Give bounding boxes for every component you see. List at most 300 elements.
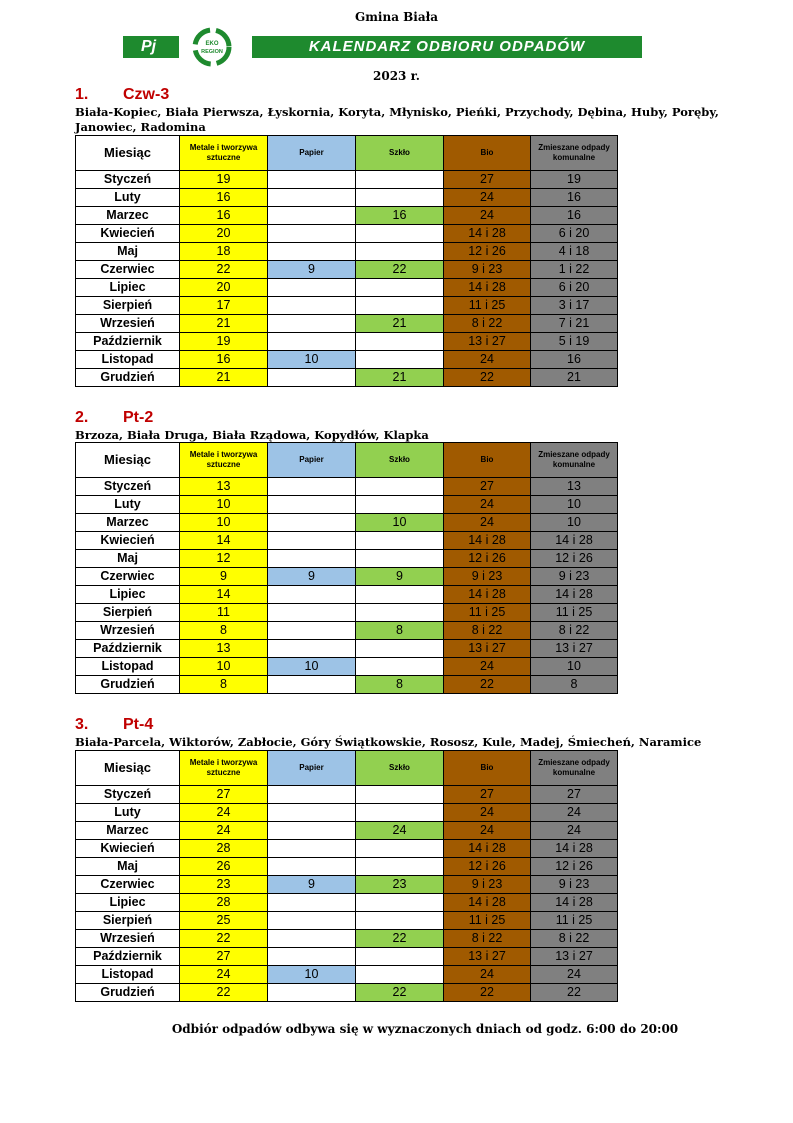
- month-cell: Październik: [76, 333, 180, 351]
- papier-cell: [268, 586, 356, 604]
- metale-cell: 16: [180, 189, 268, 207]
- papier-cell: [268, 243, 356, 261]
- papier-cell: 9: [268, 261, 356, 279]
- papier-cell: [268, 640, 356, 658]
- schedule-table-2: [75, 442, 618, 694]
- month-cell: Październik: [76, 640, 180, 658]
- metale-cell: 16: [180, 351, 268, 369]
- header-mieszane: Zmieszane odpady komunalne: [531, 136, 618, 171]
- szklo-cell: [356, 189, 444, 207]
- table-row: [76, 676, 618, 694]
- mieszane-cell: 27: [531, 786, 618, 804]
- header-szklo: Szkło: [356, 136, 444, 171]
- mieszane-cell: 3 i 17: [531, 297, 618, 315]
- table-row: [76, 369, 618, 387]
- mieszane-cell: 13: [531, 478, 618, 496]
- table-row: [76, 966, 618, 984]
- metale-cell: 21: [180, 315, 268, 333]
- szklo-cell: 16: [356, 207, 444, 225]
- section-code: Czw-3: [123, 86, 170, 103]
- szklo-cell: 8: [356, 676, 444, 694]
- month-cell: Maj: [76, 243, 180, 261]
- papier-cell: [268, 333, 356, 351]
- month-cell: Styczeń: [76, 786, 180, 804]
- bio-cell: 24: [444, 658, 531, 676]
- table-row: [76, 586, 618, 604]
- mieszane-cell: 11 i 25: [531, 912, 618, 930]
- month-cell: Grudzień: [76, 369, 180, 387]
- bio-cell: 13 i 27: [444, 333, 531, 351]
- header-bio: Bio: [444, 751, 531, 786]
- bio-cell: 24: [444, 822, 531, 840]
- bio-cell: 24: [444, 804, 531, 822]
- table-row: [76, 840, 618, 858]
- papier-cell: 9: [268, 568, 356, 586]
- bio-cell: 12 i 26: [444, 243, 531, 261]
- szklo-cell: 10: [356, 514, 444, 532]
- header-mieszane: Zmieszane odpady komunalne: [531, 443, 618, 478]
- szklo-cell: [356, 966, 444, 984]
- papier-cell: [268, 912, 356, 930]
- mieszane-cell: 9 i 23: [531, 568, 618, 586]
- table-row: [76, 279, 618, 297]
- metale-cell: 26: [180, 858, 268, 876]
- papier-cell: [268, 786, 356, 804]
- papier-cell: [268, 315, 356, 333]
- papier-cell: [268, 207, 356, 225]
- section-code: Pt-4: [123, 716, 154, 733]
- mieszane-cell: 16: [531, 189, 618, 207]
- papier-cell: [268, 804, 356, 822]
- bio-cell: 8 i 22: [444, 315, 531, 333]
- szklo-cell: [356, 840, 444, 858]
- bio-cell: 24: [444, 189, 531, 207]
- papier-cell: [268, 550, 356, 568]
- section-number: 2.: [75, 409, 89, 426]
- papier-cell: [268, 822, 356, 840]
- mieszane-cell: 13 i 27: [531, 640, 618, 658]
- bio-cell: 9 i 23: [444, 568, 531, 586]
- szklo-cell: 8: [356, 622, 444, 640]
- metale-cell: 18: [180, 243, 268, 261]
- szklo-cell: 21: [356, 369, 444, 387]
- header-metale: Metale i tworzywa sztuczne: [180, 443, 268, 478]
- section-title: [75, 716, 755, 734]
- bio-cell: 12 i 26: [444, 550, 531, 568]
- section-1: [75, 86, 755, 135]
- month-cell: Sierpień: [76, 297, 180, 315]
- metale-cell: 8: [180, 622, 268, 640]
- papier-cell: [268, 369, 356, 387]
- month-cell: Maj: [76, 550, 180, 568]
- bio-cell: 11 i 25: [444, 912, 531, 930]
- table-row: [76, 171, 618, 189]
- mieszane-cell: 8: [531, 676, 618, 694]
- mieszane-cell: 12 i 26: [531, 550, 618, 568]
- header-szklo: Szkło: [356, 443, 444, 478]
- month-cell: Listopad: [76, 351, 180, 369]
- metale-cell: 14: [180, 586, 268, 604]
- mieszane-cell: 24: [531, 804, 618, 822]
- szklo-cell: [356, 171, 444, 189]
- mieszane-cell: 12 i 26: [531, 858, 618, 876]
- bio-cell: 14 i 28: [444, 279, 531, 297]
- papier-cell: 10: [268, 351, 356, 369]
- mieszane-cell: 1 i 22: [531, 261, 618, 279]
- table-row: [76, 550, 618, 568]
- metale-cell: 28: [180, 840, 268, 858]
- month-cell: Luty: [76, 496, 180, 514]
- papier-cell: 9: [268, 876, 356, 894]
- szklo-cell: 22: [356, 930, 444, 948]
- metale-cell: 25: [180, 912, 268, 930]
- table-row: [76, 514, 618, 532]
- bio-cell: 12 i 26: [444, 858, 531, 876]
- bio-cell: 14 i 28: [444, 894, 531, 912]
- mieszane-cell: 24: [531, 822, 618, 840]
- section-code: Pt-2: [123, 409, 154, 426]
- header-papier: Papier: [268, 443, 356, 478]
- mieszane-cell: 7 i 21: [531, 315, 618, 333]
- mieszane-cell: 14 i 28: [531, 894, 618, 912]
- bio-cell: 9 i 23: [444, 876, 531, 894]
- bio-cell: 8 i 22: [444, 622, 531, 640]
- szklo-cell: [356, 532, 444, 550]
- mieszane-cell: 6 i 20: [531, 279, 618, 297]
- bio-cell: 14 i 28: [444, 840, 531, 858]
- mieszane-cell: 14 i 28: [531, 532, 618, 550]
- month-cell: Marzec: [76, 207, 180, 225]
- mieszane-cell: 19: [531, 171, 618, 189]
- mieszane-cell: 16: [531, 207, 618, 225]
- bio-cell: 24: [444, 496, 531, 514]
- month-cell: Luty: [76, 804, 180, 822]
- bio-cell: 24: [444, 514, 531, 532]
- municipality-name: Gmina Biała: [354, 10, 439, 24]
- papier-cell: [268, 622, 356, 640]
- mieszane-cell: 5 i 19: [531, 333, 618, 351]
- bio-cell: 22: [444, 676, 531, 694]
- bio-cell: 14 i 28: [444, 225, 531, 243]
- month-cell: Kwiecień: [76, 225, 180, 243]
- szklo-cell: [356, 658, 444, 676]
- metale-cell: 19: [180, 171, 268, 189]
- month-cell: Grudzień: [76, 676, 180, 694]
- bio-cell: 24: [444, 207, 531, 225]
- metale-cell: 19: [180, 333, 268, 351]
- header-metale: Metale i tworzywa sztuczne: [180, 136, 268, 171]
- table-row: [76, 207, 618, 225]
- header-bio: Bio: [444, 136, 531, 171]
- table-row: [76, 912, 618, 930]
- month-cell: Wrzesień: [76, 315, 180, 333]
- metale-cell: 17: [180, 297, 268, 315]
- table-row: [76, 496, 618, 514]
- papier-cell: 10: [268, 658, 356, 676]
- month-cell: Styczeń: [76, 478, 180, 496]
- bio-cell: 13 i 27: [444, 948, 531, 966]
- table-row: [76, 894, 618, 912]
- header-month: Miesiąc: [76, 136, 180, 171]
- pj-label: Pj: [123, 36, 179, 58]
- papier-cell: [268, 840, 356, 858]
- metale-cell: 13: [180, 478, 268, 496]
- metale-cell: 9: [180, 568, 268, 586]
- table-row: [76, 984, 618, 1002]
- section-number: 1.: [75, 86, 89, 103]
- metale-cell: 28: [180, 894, 268, 912]
- szklo-cell: [356, 496, 444, 514]
- bio-cell: 27: [444, 786, 531, 804]
- month-cell: Listopad: [76, 966, 180, 984]
- bio-cell: 22: [444, 984, 531, 1002]
- szklo-cell: [356, 333, 444, 351]
- papier-cell: [268, 225, 356, 243]
- mieszane-cell: 13 i 27: [531, 948, 618, 966]
- section-3: [75, 716, 755, 750]
- table-row: [76, 622, 618, 640]
- table-row: [76, 658, 618, 676]
- schedule-table-3: [75, 750, 618, 1002]
- mieszane-cell: 16: [531, 351, 618, 369]
- papier-cell: [268, 514, 356, 532]
- table-row: [76, 568, 618, 586]
- metale-cell: 22: [180, 261, 268, 279]
- table-row: [76, 604, 618, 622]
- section-places: Biała-Parcela, Wiktorów, Zabłocie, Góry Świątkowskie, Rososz, Kule, Madej, Śmiecheń, Naramice: [75, 735, 702, 749]
- bio-cell: 13 i 27: [444, 640, 531, 658]
- mieszane-cell: 10: [531, 514, 618, 532]
- bio-cell: 22: [444, 369, 531, 387]
- szklo-cell: 21: [356, 315, 444, 333]
- section-places: Biała-Kopiec, Biała Pierwsza, Łyskornia, Koryta, Młynisko, Pieńki, Przychody, Dębina, Huby, Poręby, Janowiec, Radomina: [75, 105, 719, 134]
- month-cell: Listopad: [76, 658, 180, 676]
- szklo-cell: 23: [356, 876, 444, 894]
- logo-top-text: EKO: [205, 41, 219, 47]
- bio-cell: 24: [444, 351, 531, 369]
- table-row: [76, 532, 618, 550]
- mieszane-cell: 10: [531, 496, 618, 514]
- papier-cell: 10: [268, 966, 356, 984]
- papier-cell: [268, 948, 356, 966]
- szklo-cell: [356, 604, 444, 622]
- month-cell: Wrzesień: [76, 930, 180, 948]
- papier-cell: [268, 189, 356, 207]
- month-cell: Lipiec: [76, 586, 180, 604]
- table-row: [76, 351, 618, 369]
- bio-cell: 27: [444, 478, 531, 496]
- szklo-cell: [356, 894, 444, 912]
- month-cell: Marzec: [76, 822, 180, 840]
- szklo-cell: [356, 786, 444, 804]
- metale-cell: 23: [180, 876, 268, 894]
- header-papier: Papier: [268, 751, 356, 786]
- bio-cell: 14 i 28: [444, 586, 531, 604]
- table-row: [76, 261, 618, 279]
- szklo-cell: [356, 640, 444, 658]
- header-bio: Bio: [444, 443, 531, 478]
- month-cell: Grudzień: [76, 984, 180, 1002]
- szklo-cell: 24: [356, 822, 444, 840]
- mieszane-cell: 22: [531, 984, 618, 1002]
- month-cell: Październik: [76, 948, 180, 966]
- metale-cell: 27: [180, 948, 268, 966]
- papier-cell: [268, 478, 356, 496]
- papier-cell: [268, 894, 356, 912]
- metale-cell: 24: [180, 804, 268, 822]
- szklo-cell: [356, 586, 444, 604]
- metale-cell: 22: [180, 984, 268, 1002]
- section-title: [75, 86, 755, 104]
- eko-region-logo-icon: [183, 26, 241, 68]
- papier-cell: [268, 930, 356, 948]
- bio-cell: 24: [444, 966, 531, 984]
- metale-cell: 12: [180, 550, 268, 568]
- szklo-cell: 22: [356, 984, 444, 1002]
- table-row: [76, 822, 618, 840]
- szklo-cell: [356, 948, 444, 966]
- section-2: [75, 409, 755, 443]
- month-cell: Marzec: [76, 514, 180, 532]
- szklo-cell: 22: [356, 261, 444, 279]
- szklo-cell: [356, 478, 444, 496]
- metale-cell: 22: [180, 930, 268, 948]
- papier-cell: [268, 297, 356, 315]
- table-row: [76, 786, 618, 804]
- table-row: [76, 243, 618, 261]
- szklo-cell: [356, 279, 444, 297]
- papier-cell: [268, 676, 356, 694]
- table-header-row: [76, 443, 618, 478]
- metale-cell: 16: [180, 207, 268, 225]
- mieszane-cell: 9 i 23: [531, 876, 618, 894]
- szklo-cell: [356, 804, 444, 822]
- mieszane-cell: 8 i 22: [531, 622, 618, 640]
- metale-cell: 10: [180, 496, 268, 514]
- metale-cell: 24: [180, 966, 268, 984]
- metale-cell: 21: [180, 369, 268, 387]
- metale-cell: 10: [180, 658, 268, 676]
- table-row: [76, 189, 618, 207]
- table-row: [76, 948, 618, 966]
- header-papier: Papier: [268, 136, 356, 171]
- metale-cell: 13: [180, 640, 268, 658]
- table-row: [76, 930, 618, 948]
- mieszane-cell: 11 i 25: [531, 604, 618, 622]
- schedule-table-1: [75, 135, 618, 387]
- papier-cell: [268, 496, 356, 514]
- table-row: [76, 876, 618, 894]
- month-cell: Styczeń: [76, 171, 180, 189]
- szklo-cell: [356, 858, 444, 876]
- footer-note: Odbiór odpadów odbywa się w wyznaczonych dniach od godz. 6:00 do 20:00: [171, 1022, 679, 1036]
- logo-bottom-text: REGION: [201, 49, 223, 55]
- szklo-cell: [356, 297, 444, 315]
- month-cell: Czerwiec: [76, 876, 180, 894]
- table-row: [76, 297, 618, 315]
- section-title: [75, 409, 755, 427]
- metale-cell: 10: [180, 514, 268, 532]
- bio-cell: 8 i 22: [444, 930, 531, 948]
- table-row: [76, 858, 618, 876]
- month-cell: Kwiecień: [76, 840, 180, 858]
- table-row: [76, 225, 618, 243]
- table-row: [76, 804, 618, 822]
- szklo-cell: 9: [356, 568, 444, 586]
- section-number: 3.: [75, 716, 89, 733]
- mieszane-cell: 14 i 28: [531, 840, 618, 858]
- mieszane-cell: 6 i 20: [531, 225, 618, 243]
- bio-cell: 11 i 25: [444, 297, 531, 315]
- szklo-cell: [356, 225, 444, 243]
- header-metale: Metale i tworzywa sztuczne: [180, 751, 268, 786]
- mieszane-cell: 21: [531, 369, 618, 387]
- papier-cell: [268, 984, 356, 1002]
- metale-cell: 27: [180, 786, 268, 804]
- metale-cell: 11: [180, 604, 268, 622]
- table-header-row: [76, 136, 618, 171]
- szklo-cell: [356, 912, 444, 930]
- papier-cell: [268, 279, 356, 297]
- mieszane-cell: 14 i 28: [531, 586, 618, 604]
- header-szklo: Szkło: [356, 751, 444, 786]
- month-cell: Kwiecień: [76, 532, 180, 550]
- mieszane-cell: 8 i 22: [531, 930, 618, 948]
- mieszane-cell: 10: [531, 658, 618, 676]
- section-places: Brzoza, Biała Druga, Biała Rządowa, Kopydłów, Klapka: [75, 428, 429, 442]
- month-cell: Sierpień: [76, 912, 180, 930]
- month-cell: Wrzesień: [76, 622, 180, 640]
- metale-cell: 20: [180, 225, 268, 243]
- header-mieszane: Zmieszane odpady komunalne: [531, 751, 618, 786]
- mieszane-cell: 4 i 18: [531, 243, 618, 261]
- bio-cell: 9 i 23: [444, 261, 531, 279]
- table-row: [76, 333, 618, 351]
- papier-cell: [268, 858, 356, 876]
- header-month: Miesiąc: [76, 443, 180, 478]
- mieszane-cell: 24: [531, 966, 618, 984]
- bio-cell: 11 i 25: [444, 604, 531, 622]
- szklo-cell: [356, 550, 444, 568]
- bio-cell: 14 i 28: [444, 532, 531, 550]
- month-cell: Lipiec: [76, 279, 180, 297]
- month-cell: Czerwiec: [76, 568, 180, 586]
- metale-cell: 24: [180, 822, 268, 840]
- table-row: [76, 478, 618, 496]
- table-row: [76, 315, 618, 333]
- month-cell: Czerwiec: [76, 261, 180, 279]
- year-label: 2023 r.: [373, 69, 420, 83]
- month-cell: Sierpień: [76, 604, 180, 622]
- papier-cell: [268, 171, 356, 189]
- table-row: [76, 640, 618, 658]
- month-cell: Lipiec: [76, 894, 180, 912]
- metale-cell: 14: [180, 532, 268, 550]
- bio-cell: 27: [444, 171, 531, 189]
- papier-cell: [268, 532, 356, 550]
- szklo-cell: [356, 243, 444, 261]
- metale-cell: 8: [180, 676, 268, 694]
- header-banner: [115, 26, 645, 68]
- szklo-cell: [356, 351, 444, 369]
- table-header-row: [76, 751, 618, 786]
- month-cell: Luty: [76, 189, 180, 207]
- papier-cell: [268, 604, 356, 622]
- month-cell: Maj: [76, 858, 180, 876]
- banner-title: KALENDARZ ODBIORU ODPADÓW: [252, 36, 642, 58]
- header-month: Miesiąc: [76, 751, 180, 786]
- metale-cell: 20: [180, 279, 268, 297]
